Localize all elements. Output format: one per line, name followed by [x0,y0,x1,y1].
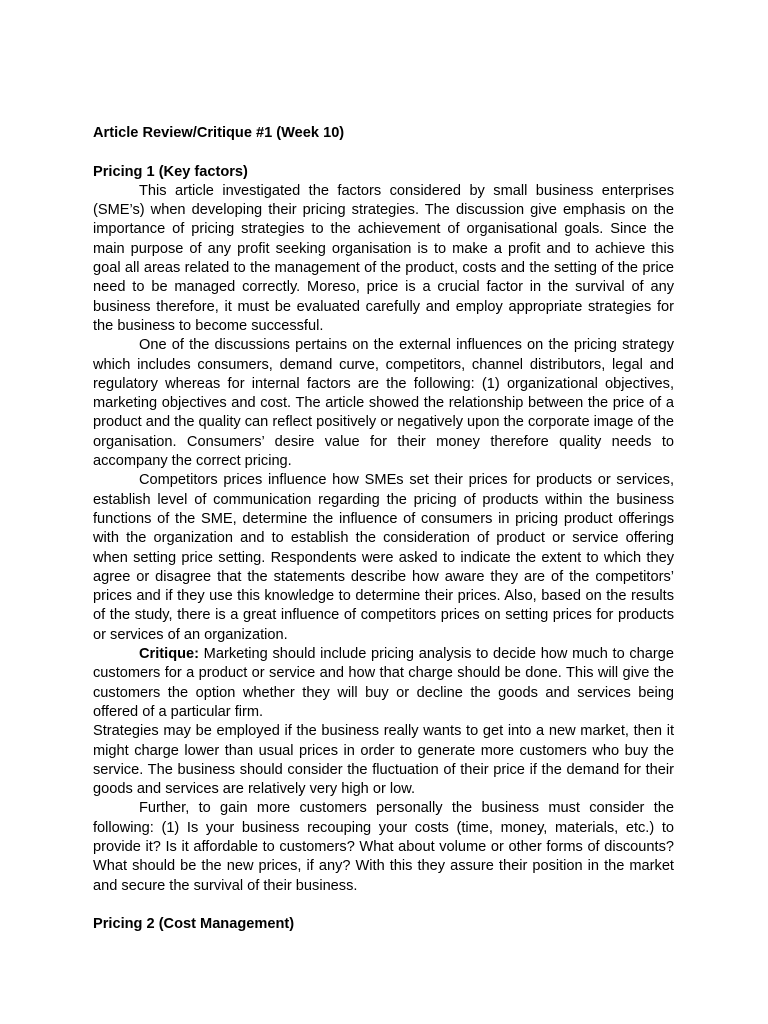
section-title-pricing-1: Pricing 1 (Key factors) [93,163,248,180]
document-page [93,124,674,934]
critique-label: Critique: [139,646,199,663]
document-title: Article Review/Critique #1 (Week 10) [93,125,345,141]
paragraph-critique [93,645,674,722]
paragraph-intro: This article investigated the factors considered by small business enterprises (SME’s) when developing their pricing strategies. The discussion give emphasis on the importance of pricing strategies to the achievement of organisational goals. Since the main purpose of any profit seeking organisation is to make a profit and to achieve this goal all areas related to the management of the product, costs and the setting of the price need to be managed correctly. Moreso, price is a crucial factor in the survival of any business therefore, it must be evaluated carefully and employ appropriate strategies for the business to become successful. [93,182,674,334]
paragraph-further: Further, to gain more customers personally the business must consider the following: (1) Is your business recouping your costs (time, money, materials, etc.) to provide it? Is it affordable to customers? What about volume or other forms of discounts? What should be the new prices, if any? With this they assure their position in the market and secure the survival of their business. [93,800,674,894]
paragraph-competitors: Competitors prices influence how SMEs set their prices for products or services, establish level of communication regarding the pricing of products within the business functions of the SME, determine the influence of consumers in pricing product offerings with the organization and to establish the consideration of product or service offering when setting price setting. Respondents were asked to indicate the extent to which they agree or disagree that the statements describe how aware they are of the competitors’ prices and if they use this knowledge to determine their prices. Also, based on the results of the study, there is a great influence of competitors prices on setting prices for products or services of an organization. [93,472,674,643]
paragraph-strategies: Strategies may be employed if the business really wants to get into a new market, then it might charge lower than usual prices in order to generate more customers who buy the service. The business should consider the fluctuation of their price if the demand for their goods and services are relatively very high or low. [93,723,674,798]
section-title-pricing-2: Pricing 2 (Cost Management) [93,916,295,933]
paragraph-influences: One of the discussions pertains on the external influences on the pricing strategy which includes consumers, demand curve, competitors, channel distributors, legal and regulatory whereas for internal factors are the following: (1) organizational objectives, marketing objectives and cost. The article showed the relationship between the price of a product and the quality can reflect positively or negatively upon the corporate image of the organisation. Consumers’ desire value for their money therefore quality needs to accompany the correct pricing. [93,337,674,470]
critique-text: Marketing should include pricing analysis to decide how much to charge customers for a product or service and how that charge should be done. This will give the customers the option whether they will buy or decline the goods and services being offered of a particular firm. [93,646,674,720]
